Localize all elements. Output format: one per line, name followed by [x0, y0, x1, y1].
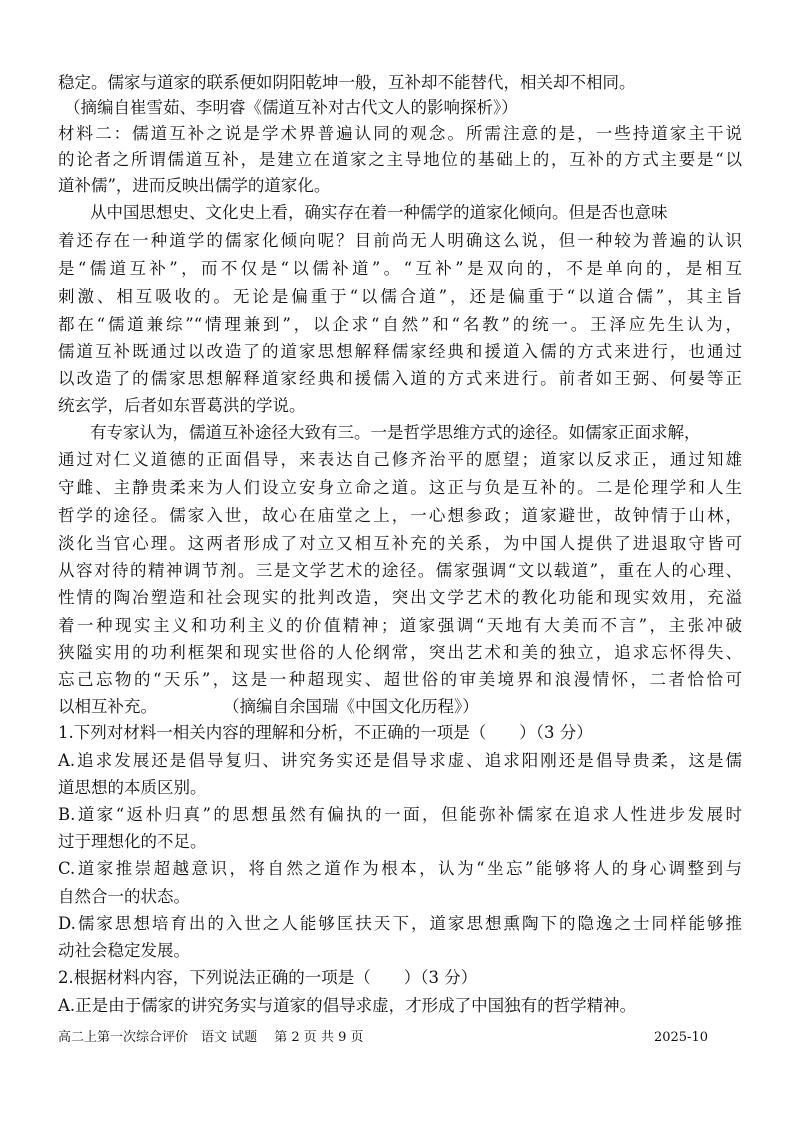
- text-line: 是“儒道互补”，而不仅是“以儒补道”。“互补”是双向的，不是单向的，是相互: [58, 259, 742, 278]
- option-line: 自然合一的状态。: [58, 887, 190, 906]
- text-line: 忘己忘物的“天乐”，这是一种超现实、超世俗的审美境界和浪漫情怀，二者恰恰可: [58, 670, 742, 689]
- text-line: 守雌、主静贵柔来为人们设立安身立命之道。这正与负是互补的。二是伦理学和人生: [58, 478, 742, 497]
- text-line: 淡化当官心理。这两者形成了对立又相互补充的关系，为中国人提供了进退取守皆可: [58, 534, 742, 553]
- option-line: C.道家推崇超越意识，将自然之道作为根本，认为“坐忘”能够将人的身心调整到与: [58, 859, 742, 878]
- text-line: 刺激、相互吸收的。无论是偏重于“以儒合道”，还是偏重于“以道合儒”，其主旨: [58, 287, 742, 306]
- option-line: B.道家“返朴归真”的思想虽然有偏执的一面，但能弥补儒家在追求人性进步发展时: [58, 805, 742, 824]
- text-line: 的论者之所谓儒道互补，是建立在道家之主导地位的基础上的，互补的方式主要是“以: [58, 150, 742, 169]
- option-line: A.追求发展还是倡导复归、讲究务实还是倡导求虚、追求阳刚还是倡导贵柔，这是儒: [58, 751, 742, 770]
- option-line: 动社会稳定发展。: [58, 941, 190, 960]
- source-citation: （摘编自崔雪茹、李明睿《儒道互补对古代文人的影响探析》）: [64, 98, 518, 117]
- text-line: 性情的陶冶塑造和社会现实的批判改造，突出文学艺术的教化功能和现实效用，充溢: [58, 588, 742, 607]
- footer-text: 高二上第一次综合评价 语文 试题 第 2 页 共 9 页: [58, 1030, 364, 1045]
- text-line: 都在“儒道兼综”“情理兼到”，以企求“自然”和“名教”的统一。王泽应先生认为，: [58, 315, 742, 334]
- text-line: 从容对待的精神调节剂。三是文学艺术的途径。儒家强调“文以载道”，重在人的心理、: [58, 561, 742, 580]
- text-line: 道补儒”，进而反映出儒学的道家化。: [58, 176, 331, 195]
- option-line: D.儒家思想培育出的入世之人能够匡扶天下，道家思想熏陶下的隐逸之士同样能够推: [58, 914, 742, 933]
- text-line: 材料二：儒道互补之说是学术界普遍认同的观念。所需注意的是，一些持道家主干说: [58, 124, 742, 143]
- text-line: 儒道互补既通过以改造了的道家思想解释儒家经典和援道入儒的方式来进行，也通过: [58, 342, 742, 361]
- option-line: 过于理想化的不足。: [58, 832, 207, 851]
- footer-date: 2025-10: [653, 1030, 708, 1045]
- option-line: 道思想的本质区别。: [58, 778, 207, 797]
- text-line: 以改造了的儒家思想解释道家经典和援儒入道的方式来进行。前者如王弼、何晏等正: [58, 369, 742, 388]
- text-line: 着还存在一种道学的儒家化倾向呢？目前尚无人明确这么说，但一种较为普遍的认识: [58, 231, 742, 250]
- text-line: 从中国思想史、文化史上看，确实存在着一种儒学的道家化倾向。但是否也意味: [90, 203, 668, 222]
- text-line: 着一种现实主义和功利主义的价值精神；道家强调“天地有大美而不言”，主张冲破: [58, 616, 742, 635]
- text-line: 狭隘实用的功利框架和现实世俗的人伦纲常，突出艺术和美的独立，追求忘怀得失、: [58, 643, 742, 662]
- option-line: A.正是由于儒家的讲究务实与道家的倡导求虚，才形成了中国独有的哲学精神。: [58, 996, 637, 1015]
- text-line: 有专家认为，儒道互补途径大致有三。一是哲学思维方式的途径。如儒家正面求解，: [90, 423, 701, 442]
- text-line: 哲学的途径。儒家入世，故心在庙堂之上，一心想参政；道家避世，故钟情于山林，: [58, 506, 742, 525]
- question-stem: 2.根据材料内容，下列说法正确的一项是（ ）（3 分）: [58, 968, 478, 987]
- question-stem: 1.下列对材料一相关内容的理解和分析，不正确的一项是（ ）（3 分）: [58, 723, 593, 742]
- text-line: 统玄学，后者如东晋葛洪的学说。: [58, 396, 306, 415]
- text-line: 稳定。儒家与道家的联系便如阴阳乾坤一般，互补却不能替代，相关却不相同。: [58, 73, 636, 92]
- text-line: 以相互补充。 （摘编自余国瑞《中国文化历程》）: [58, 697, 479, 716]
- text-line: 通过对仁义道德的正面倡导，来表达自己修齐治平的愿望；道家以反求正，通过知雄: [58, 450, 742, 469]
